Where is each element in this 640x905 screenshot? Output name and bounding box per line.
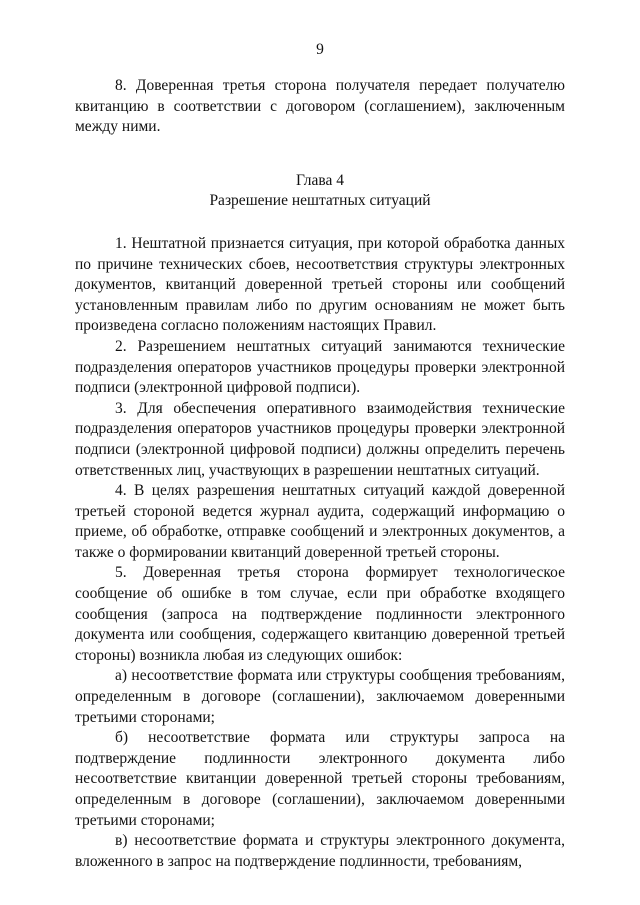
chapter-heading — [75, 171, 565, 212]
subitem-a: а) несоответствие формата или структуры сообщения требованиям, определенным в договоре (соглашении), заключаемом доверенными третьими сторонами; — [75, 667, 565, 726]
paragraph-2: 2. Разрешением нештатных ситуаций занимаются технические подразделения операторов участников процедуры проверки электронной подписи (электронной цифровой подписи). — [75, 337, 565, 397]
chapter-number: Глава 4 — [295, 171, 345, 189]
paragraph-5: 5. Доверенная третья сторона формирует технологическое сообщение об ошибке в том случае, если при обработке входящего сообщения (запроса на подтверждение подлинности электронного документа или сообщения, содержащего квитанцию доверенной третьей стороны) возникла любая из следующих ошибок: — [75, 564, 565, 664]
paragraph-4: 4. В целях разрешения нештатных ситуаций каждой доверенной третьей стороной ведется журнал аудита, содержащий информацию о приеме, об обработке, отправке сообщений и электронных документов, а также о формировании квитанций доверенной третьей стороны. — [75, 482, 565, 561]
paragraph-1: 1. Нештатной признается ситуация, при которой обработка данных по причине технических сбоев, несоответствия структуры электронных документов, квитанций доверенной третьей стороны или сообщений установленным правилам либо по другим основаниям не может быть произведена согласно положениям настоящих Правил. — [75, 234, 565, 335]
subitem-b: б) несоответствие формата или структуры запроса на подтверждение подлинности электронного документа либо несоответствие квитанции доверенной третьей стороны требованиям, определенным в договоре (соглашении), заключаемом доверенными третьими сторонами; — [75, 729, 565, 829]
page-number: 9 — [316, 41, 324, 58]
intro-paragraph: 8. Доверенная третья сторона получателя передает получателю квитанцию в соответствии с договором (соглашением), заключенным между ними. — [75, 77, 565, 136]
subitem-v: в) несоответствие формата и структуры электронного документа, вложенного в запрос на подтверждение подлинности, требованиям, — [75, 832, 565, 870]
chapter-title: Разрешение нештатных ситуаций — [209, 192, 431, 210]
document-body — [75, 76, 565, 872]
paragraph-3: 3. Для обеспечения оперативного взаимодействия технические подразделения операторов участников процедуры проверки электронной подписи (электронной цифровой подписи) должны определить перечень ответственных лиц, участвующих в разрешении нештатных ситуаций. — [75, 399, 565, 479]
